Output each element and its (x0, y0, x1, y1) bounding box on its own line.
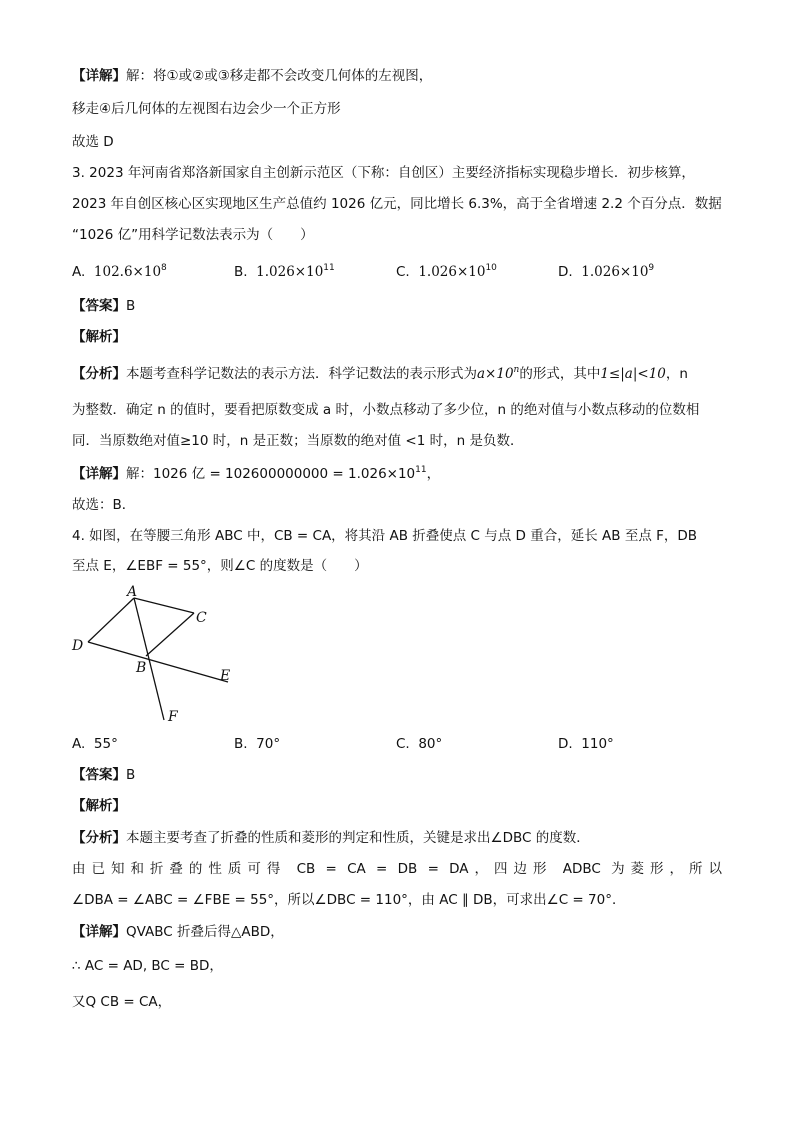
label-C: C (196, 610, 207, 626)
q4-option-d: D. 110° (558, 736, 614, 752)
label-F: F (168, 709, 178, 724)
q3-option-a: A. $102.6\times 10^8$ (72, 263, 167, 280)
s1-line1: 【详解】解：将①或②或③移走都不会改变几何体的左视图， (72, 68, 433, 84)
q3-choose: 故选：B． (72, 497, 136, 513)
q3-option-d: D. $1.026\times 10^9$ (558, 263, 655, 280)
q4-detail-line3: 又Q CB = CA， (72, 994, 172, 1010)
q4-option-a: A. 55° (72, 736, 118, 752)
q4-option-b: B. 70° (234, 736, 281, 752)
q3-fenxi-line3: 同．当原数绝对值≥10 时，n 是正数；当原数的绝对值 <1 时，n 是负数． (72, 433, 524, 449)
q3-option-b: B. $1.026\times 10^{11}$ (234, 263, 335, 280)
q3-stem-line3: “1026 亿”用科学记数法表示为（ ） (72, 227, 314, 243)
q3-fenxi-line1: 【分析】本题考查科学记数法的表示方法．科学记数法的表示形式为$a\times 10^n$的形式，其中1≤|a|<10，n (72, 365, 688, 382)
q3-fenxi-line2: 为整数．确定 n 的值时，要看把原数变成 a 时，小数点移动了多少位，n 的绝对值与小数点移动的位数相 (72, 402, 700, 418)
detail-tag: 【详解】 (72, 68, 126, 84)
q3-stem-line1: 3. 2023 年河南省郑洛新国家自主创新示范区（下称：自创区）主要经济指标实现稳步增长．初步核算， (72, 165, 695, 181)
q4-fenxi-line3: ∠DBA = ∠ABC = ∠FBE = 55°，所以∠DBC = 110°，由 AC ∥ DB，可求出∠C = 70°． (72, 892, 626, 908)
q4-analysis-tag: 【解析】 (72, 798, 126, 814)
q4-stem-line1: 4. 如图，在等腰三角形 ABC 中，CB = CA，将其沿 AB 折叠使点 C 与点 D 重合，延长 AB 至点 F，DB (72, 528, 698, 544)
q4-answer: 【答案】B (72, 767, 136, 783)
label-A: A (127, 584, 138, 600)
q4-figure (68, 584, 243, 724)
q4-option-c: C. 80° (396, 736, 443, 752)
q3-detail: 【详解】解：1026 亿 = $102600000000 = 1.026\times 10^{11}$， (72, 465, 441, 482)
q3-analysis-tag: 【解析】 (72, 329, 126, 345)
segment-AD (88, 598, 134, 642)
q3-option-c: C. $1.026\times 10^{10}$ (396, 263, 497, 280)
label-E: E (220, 668, 231, 684)
segment-BC (146, 613, 194, 656)
label-D: D (72, 638, 84, 654)
q4-detail-line2: ∴ AC = AD, BC = BD， (72, 958, 223, 974)
segment-DE (88, 642, 231, 684)
segment-AC (134, 598, 194, 613)
q3-stem-line2: 2023 年自创区核心区实现地区生产总值约 1026 亿元，同比增长 6.3%，高于全省增速 2.2 个百分点．数据 (72, 196, 722, 212)
q4-fenxi-line1: 【分析】本题主要考查了折叠的性质和菱形的判定和性质，关键是求出∠DBC 的度数． (72, 830, 590, 846)
q4-fenxi-line2: 由已知和折叠的性质可得 CB = CA = DB = DA，四边形 ADBC 为菱形，所以 (72, 861, 722, 877)
q4-stem-line2: 至点 E，∠EBF = 55°，则∠C 的度数是（ ） (72, 558, 368, 574)
label-B: B (136, 660, 147, 676)
s1-line2: 移走④后几何体的左视图右边会少一个正方形 (72, 101, 341, 117)
q4-detail-line1: 【详解】QVABC 折叠后得△ABD， (72, 924, 284, 940)
q3-answer: 【答案】B (72, 298, 136, 314)
s1-line3: 故选 D (72, 134, 114, 150)
